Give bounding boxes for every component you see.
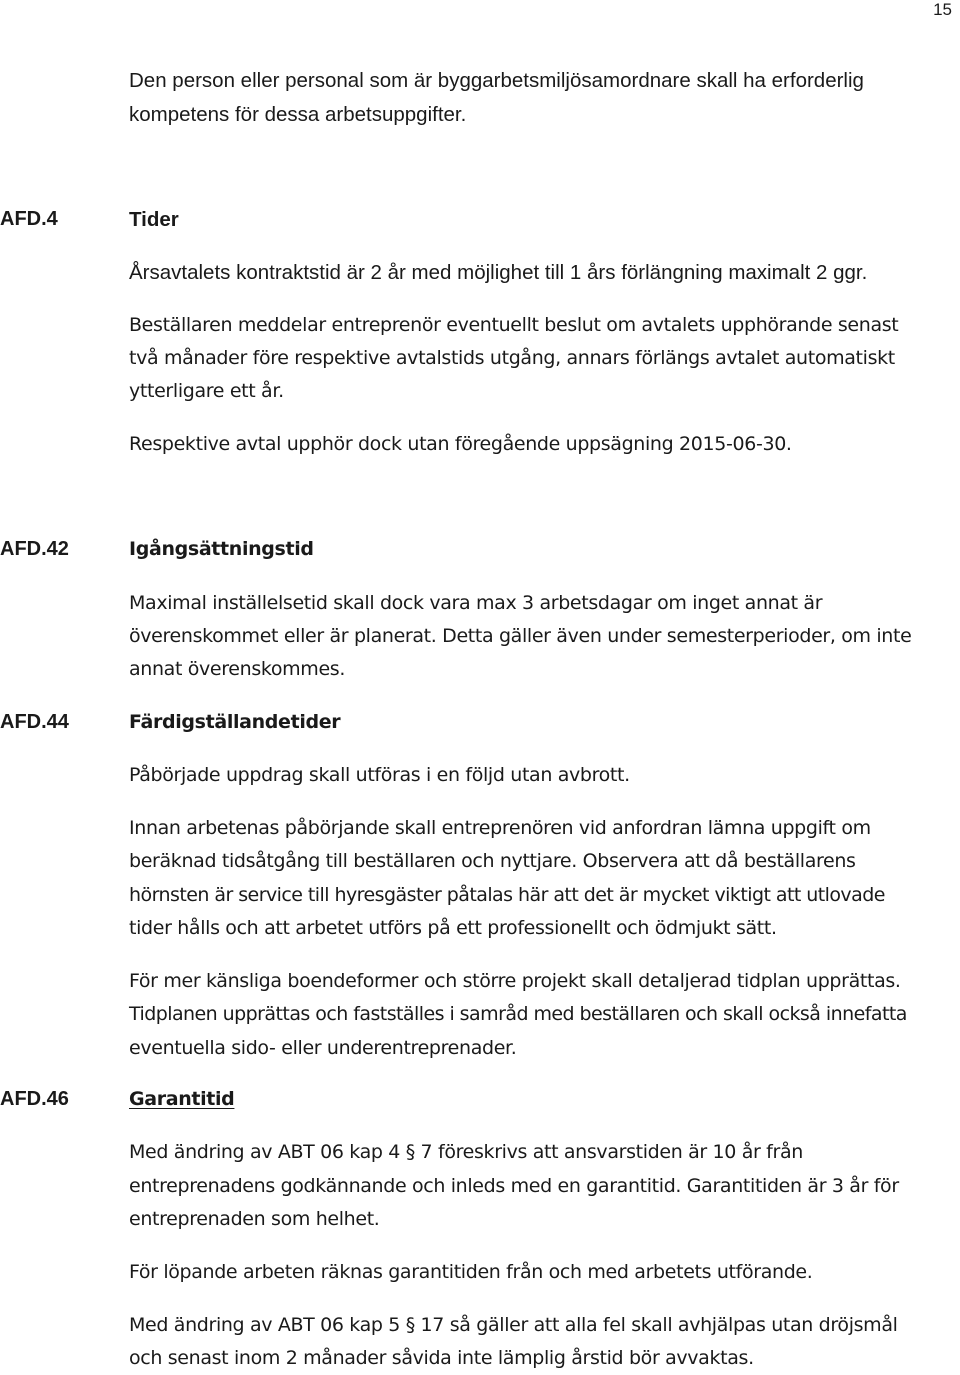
section-heading-fardigstallandetider: Färdigställandetider (129, 711, 341, 733)
intro-line: kompetens för dessa arbetsuppgifter. (129, 103, 467, 126)
paragraph-line: Beställaren meddelar entreprenör eventuellt beslut om avtalets upphörande senast (129, 314, 899, 336)
paragraph-line: hörnsten är service till hyresgäster påtalas här att det är mycket viktigt att utlovade (129, 884, 885, 906)
paragraph-line: tider hålls och att arbetet utförs på ett professionellt och ödmjukt sätt. (129, 917, 777, 939)
section-heading-tider: Tider (129, 208, 179, 231)
paragraph-line: entreprenaden som helhet. (129, 1208, 380, 1230)
paragraph-line: För mer känsliga boendeformer och större projekt skall detaljerad tidplan upprättas. (129, 970, 901, 992)
paragraph-line: Med ändring av ABT 06 kap 4 § 7 föreskrivs att ansvarstiden är 10 år från (129, 1141, 803, 1163)
paragraph-line: två månader före respektive avtalstids utgång, annars förlängs avtalet automatiskt (129, 347, 895, 369)
section-code-afd46: AFD.46 (0, 1088, 69, 1110)
intro-line: Den person eller personal som är byggarbetsmiljösamordnare skall ha erforderlig (129, 69, 864, 92)
section-code-afd44: AFD.44 (0, 711, 69, 733)
end-date-line: Respektive avtal upphör dock utan föregående uppsägning 2015-06-30. (129, 433, 792, 455)
section-heading-garantitid: Garantitid (129, 1088, 235, 1110)
paragraph-line: beräknad tidsåtgång till beställaren och nyttjare. Observera att då beställarens (129, 850, 856, 872)
paragraph-line: entreprenadens godkännande och inleds med en garantitid. Garantitiden är 3 år för (129, 1175, 899, 1197)
paragraph-line: Innan arbetenas påbörjande skall entreprenören vid anfordran lämna uppgift om (129, 817, 871, 839)
paragraph-line: För löpande arbeten räknas garantitiden från och med arbetets utförande. (129, 1261, 813, 1283)
paragraph-line: Maximal inställelsetid skall dock vara max 3 arbetsdagar om inget annat är (129, 592, 823, 614)
paragraph-line: annat överenskommes. (129, 658, 346, 680)
paragraph-line: Påbörjade uppdrag skall utföras i en följd utan avbrott. (129, 764, 630, 786)
paragraph-line: Med ändring av ABT 06 kap 5 § 17 så gäller att alla fel skall avhjälpas utan dröjsmål (129, 1314, 898, 1336)
section-code-afd4: AFD.4 (0, 208, 58, 230)
section-code-afd42: AFD.42 (0, 538, 69, 560)
page-number: 15 (933, 0, 952, 19)
contract-term-line: Årsavtalets kontraktstid är 2 år med möjlighet till 1 års förlängning maximalt 2 ggr. (129, 261, 868, 284)
paragraph-line: Tidplanen upprättas och fastställes i samråd med beställaren och skall också innefatta (129, 1003, 907, 1025)
paragraph-line: ytterligare ett år. (129, 380, 284, 402)
section-heading-igangsattningstid: Igångsättningstid (129, 538, 314, 560)
paragraph-line: överenskommet eller är planerat. Detta gäller även under semesterperioder, om inte (129, 625, 912, 647)
paragraph-line: och senast inom 2 månader såvida inte lämplig årstid bör avvaktas. (129, 1347, 754, 1369)
paragraph-line: eventuella sido- eller underentreprenader. (129, 1037, 517, 1059)
